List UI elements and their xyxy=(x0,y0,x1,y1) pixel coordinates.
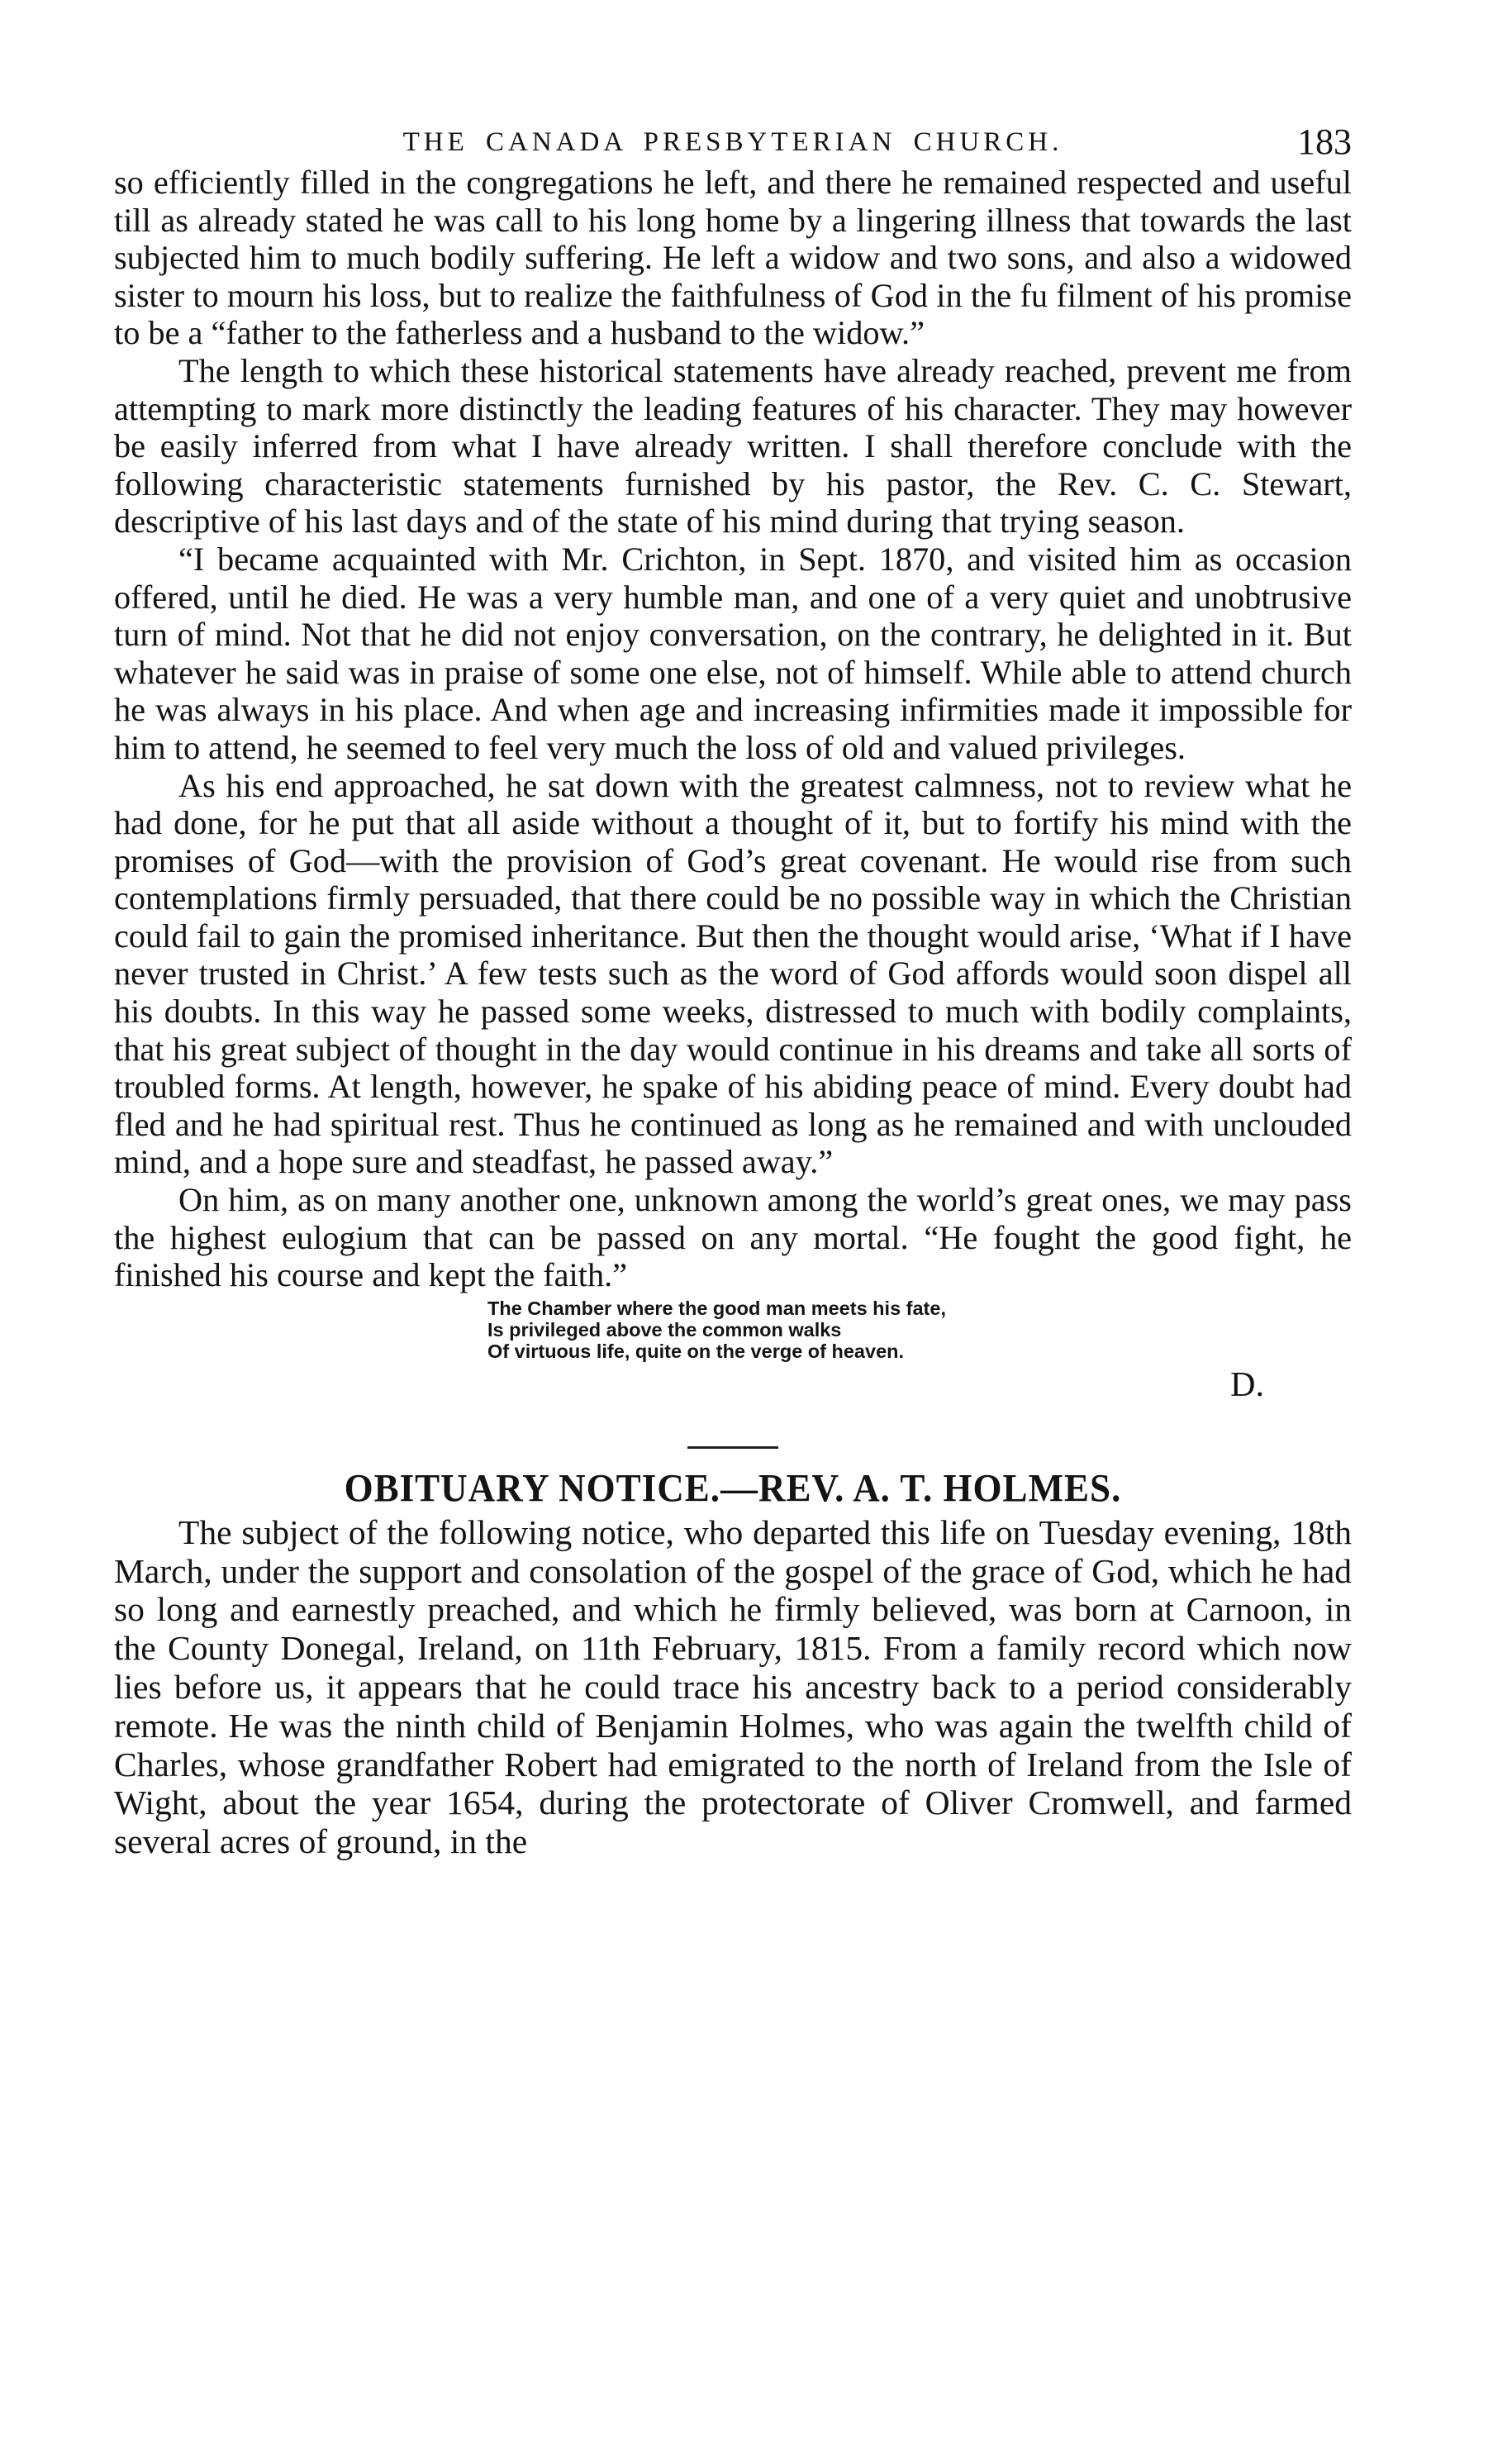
article-paragraph: “I became acquainted with Mr. Crichton, in Sept. 1870, and visited him as occasion offered, until he died. He was a very humble man, and one of a very quiet and unobtrusive turn of mind. Not that he did not enjoy conversation, on the contrary, he delighted in it. But whatever he said was in praise of some one else, not of himself. While able to attend church he was always in his place. And when age and increasing infirmities made it impossible for him to attend, he seemed to feel very much the loss of old and valued privileges. xyxy=(114,540,1352,766)
document-page xyxy=(114,83,1352,1861)
section-divider xyxy=(687,1446,778,1449)
running-header xyxy=(114,83,1352,162)
article-paragraph: On him, as on many another one, unknown among the world’s great ones, we may pass the highest eulogium that can be passed on any mortal. “He fought the good fight, he finished his course and kept the faith.” xyxy=(114,1181,1352,1294)
article-paragraph: so efficiently filled in the congregations he left, and there he remained respected and useful till as already stated he was call to his long home by a lingering illness that towards the last subjected him to much bodily suffering. He left a widow and two sons, and also a widowed sister to mourn his loss, but to realize the faithfulness of God in the fu filment of his promise to be a “father to the fatherless and a husband to the widow.” xyxy=(114,164,1352,352)
obituary-heading: OBITUARY NOTICE.—REV. A. T. HOLMES. xyxy=(344,1466,1122,1511)
article-body xyxy=(114,164,1352,1294)
verse-line: The Chamber where the good man meets his fate, xyxy=(487,1297,946,1319)
verse-quotation xyxy=(487,1298,1352,1362)
verse-line: Is privileged above the common walks xyxy=(487,1318,842,1341)
article-paragraph: The length to which these historical statements have already reached, prevent me from attempting to mark more distinctly the leading features of his character. They may however be easily inferred from what I have already written. I shall therefore conclude with the following characteristic statements furnished by his pastor, the Rev. C. C. Stewart, descriptive of his last days and of the state of his mind during that trying season. xyxy=(114,351,1352,540)
page-number: 183 xyxy=(1297,121,1352,162)
article-paragraph: As his end approached, he sat down with the greatest calmness, not to review what he had done, for he put that all aside without a thought of it, but to fortify his mind with the promises of God—with the provision of God’s great covenant. He would rise from such contemplations firmly persuaded, that there could be no possible way in which the Christian could fail to gain the promised inheritance. But then the thought would arise, ‘What if I have never trusted in Christ.’ A few tests such as the word of God affords would soon dispel all his doubts. In this way he passed some weeks, distressed to much with bodily complaints, that his great subject of thought in the day would continue in his dreams and take all sorts of troubled forms. At length, however, he spake of his abiding peace of mind. Every doubt had fled and he had spiritual rest. Thus he continued as long as he remained and with unclouded mind, and a hope sure and steadfast, he passed away.” xyxy=(114,766,1352,1181)
obituary-paragraph: The subject of the following notice, who departed this life on Tuesday evening, 18th March, under the support and consolation of the gospel of the grace of God, which he had so long and earnestly preached, and which he firmly believed, was born at Carnoon, in the County Donegal, Ireland, on 11th February, 1815. From a family record which now lies before us, it appears that he could trace his ancestry back to a period considerably remote. He was the ninth child of Benjamin Holmes, who was again the twelfth child of Charles, whose grandfather Robert had emigrated to the north of Ireland from the Isle of Wight, about the year 1654, during the protectorate of Oliver Cromwell, and farmed several acres of ground, in the xyxy=(114,1512,1352,1861)
author-signature: D. xyxy=(1230,1365,1264,1404)
running-header-title: THE CANADA PRESBYTERIAN CHURCH. xyxy=(402,127,1063,157)
verse-line: Of virtuous life, quite on the verge of heaven. xyxy=(487,1340,905,1362)
obituary-body xyxy=(114,1513,1352,1861)
